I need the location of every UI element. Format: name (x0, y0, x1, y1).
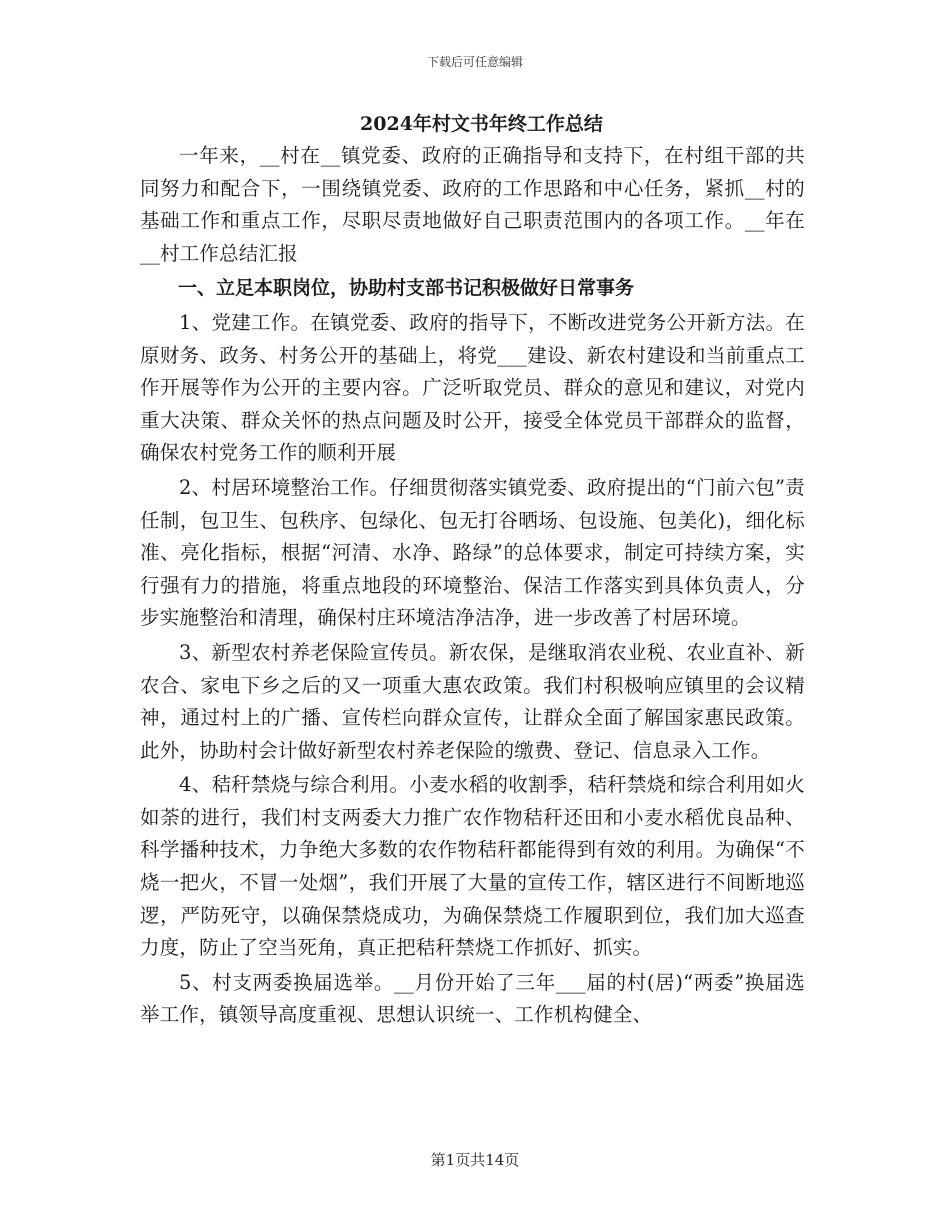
intro-paragraph: 一年来，__村在__镇党委、政府的正确指导和支持下，在村组干部的共同努力和配合下，一围绕镇党委、政府的工作思路和中心任务，紧抓__村的基础工作和重点工作，尽职尽责地做好自己职责范围内的各项工作。__年在__村工作总结汇报 (140, 144, 805, 265)
section-heading: 一、立足本职岗位，协助村支部书记积极做好日常事务 (178, 277, 635, 300)
item-paragraph-2: 2、村居环境整治工作。仔细贯彻落实镇党委、政府提出的“门前六包”责任制，包卫生、包秩序、包绿化、包无打谷晒场、包设施、包美化)，细化标准、亮化指标，根据“河清、水净、路绿”的总体要求，制定可持续方案，实行强有力的措施，将重点地段的环境整治、保洁工作落实到具体负责人，分步实施整治和清理，确保村庄环境洁净洁净，进一步改善了村居环境。 (140, 475, 805, 630)
item-paragraph-1: 1、党建工作。在镇党委、政府的指导下，不断改进党务公开新方法。在原财务、政务、村务公开的基础上，将党___建设、新农村建设和当前重点工作开展等作为公开的主要内容。广泛听取党员、群众的意见和建议，对党内重大决策、群众关怀的热点问题及时公开，接受全体党员干部群众的监督，确保农村党务工作的顺利开展 (140, 310, 805, 465)
document-title: 2024年村文书年终工作总结 (360, 113, 603, 135)
page-header-note: 下载后可任意编辑 (426, 55, 523, 69)
page-number: 第1页共14页 (430, 1151, 520, 1169)
item-paragraph-3: 3、新型农村养老保险宣传员。新农保，是继取消农业税、农业直补、新农合、家电下乡之后的又一项重大惠农政策。我们村积极响应镇里的会议精神，通过村上的广播、宣传栏向群众宣传，让群众全面了解国家惠民政策。此外，协助村会计做好新型农村养老保险的缴费、登记、信息录入工作。 (140, 640, 805, 762)
item-paragraph-5: 5、村支两委换届选举。__月份开始了三年___届的村(居)“两委”换届选举工作，镇领导高度重视、思想认识统一、工作机构健全、 (140, 970, 805, 1027)
item-paragraph-4: 4、秸秆禁烧与综合利用。小麦水稻的收割季，秸秆禁烧和综合利用如火如荼的进行，我们村支两委大力推广农作物秸秆还田和小麦水稻优良品种、科学播种技术，力争绝大多数的农作物秸秆都能得到有效的利用。为确保“不烧一把火，不冒一处烟”，我们开展了大量的宣传工作，辖区进行不间断地巡逻，严防死守，以确保禁烧成功，为确保禁烧工作履职到位，我们加大巡查力度，防止了空当死角，真正把秸秆禁烧工作抓好、抓实。 (140, 773, 805, 960)
document-body (140, 110, 805, 1034)
